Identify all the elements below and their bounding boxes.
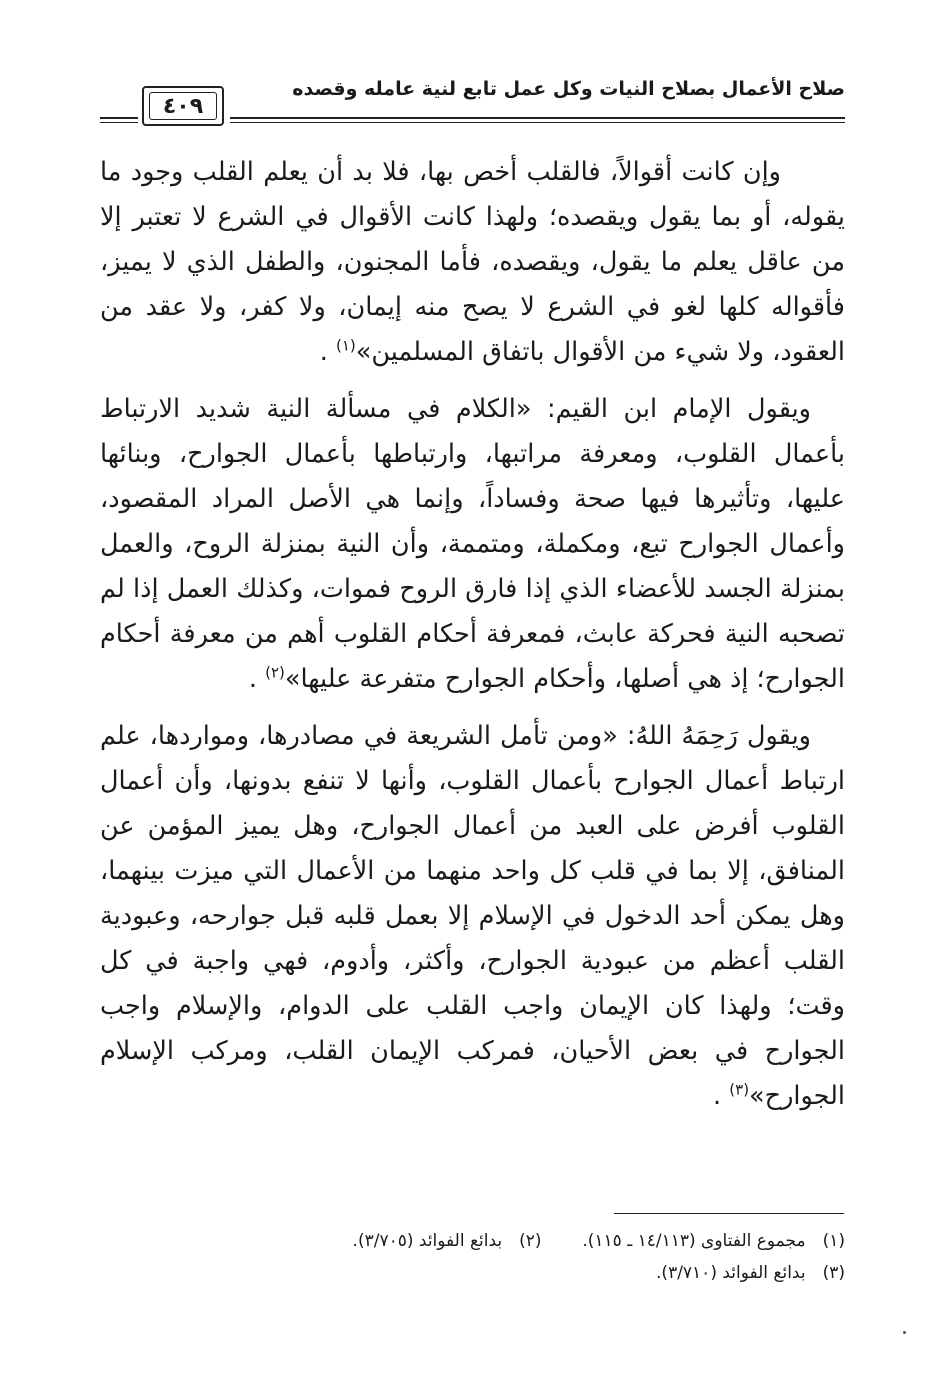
paragraph bbox=[100, 714, 845, 1119]
footnote-number: (٣) bbox=[822, 1263, 845, 1283]
page-number: ٤٠٩ bbox=[162, 93, 204, 119]
scan-speck bbox=[903, 1331, 906, 1334]
footnote-line bbox=[100, 1225, 845, 1257]
page-number-frame bbox=[142, 86, 224, 126]
footnote-separator bbox=[614, 1213, 844, 1214]
paragraph-text: ويقول رَحِمَهُ اللهُ: «ومن تأمل الشريعة في مصادرها، ومواردها، علم ارتباط أعمال الجوارح بأعمال القلوب، وأنها لا تنفع بدونها، وأن أعمال القلوب أفرض على العبد من أعمال الجوارح، وهل يميز المؤمن عن المنافق، إلا بما في قلب كل واحد منهما من الأعمال التي ميزت بينهما، وهل يمكن أحد الدخول في الإسلام إلا بعمل قلبه قبل جوارحه، وعبودية القلب أعظم من عبودية الجوارح، وأكثر، وأدوم، فهي واجبة في كل وقت؛ ولهذا كان الإيمان واجب القلب على الدوام، والإسلام واجب الجوارح في بعض الأحيان، فمركب الإيمان القلب، ومركب الإسلام الجوارح» bbox=[100, 721, 845, 1111]
footnotes bbox=[100, 1225, 845, 1289]
paragraph-text: ويقول الإمام ابن القيم: «الكلام في مسألة النية شديد الارتباط بأعمال القلوب، ومعرفة مراتبها، وارتباطها بأعمال الجوارح، وبنائها عليها، وتأثيرها فيها صحة وفساداً، وإنما هي الأصل المراد المقصود، وأعمال الجوارح تبع، ومكملة، ومتممة، وأن النية بمنزلة الروح، والعمل بمنزلة الجسد للأعضاء الذي إذا فارق الروح فموات، وكذلك العمل إذا لم تصحبه النية فحركة عابث، فمعرفة أحكام القلوب أهم من معرفة أحكام الجوارح؛ إذ هي أصلها، وأحكام الجوارح متفرعة عليها» bbox=[100, 394, 845, 694]
footnote-ref[interactable]: (٢) bbox=[265, 663, 285, 682]
main-text bbox=[100, 150, 845, 1119]
footnote-number: (٢) bbox=[519, 1231, 542, 1251]
footnote-number: (١) bbox=[822, 1231, 845, 1251]
paragraph bbox=[100, 387, 845, 702]
paragraph-end: . bbox=[319, 337, 336, 367]
footnote-text: مجموع الفتاوى (١٤/١١٣ ـ ١١٥). bbox=[582, 1231, 806, 1251]
paragraph bbox=[100, 150, 845, 375]
running-header bbox=[100, 78, 845, 130]
paragraph-end: . bbox=[248, 664, 266, 694]
header-rule-left bbox=[100, 117, 138, 119]
paragraph-text: وإن كانت أقوالاً، فالقلب أخص بها، فلا بد أن يعلم القلب وجود ما يقوله، أو بما يقول ويقصده؛ ولهذا كانت الأقوال في الشرع لا تعتبر إلا من عاقل يعلم ما يقول، ويقصده، فأما المجنون، والطفل الذي لا يميز، فأقواله كلها لغو في الشرع لا يصح منه إيمان، ولا كفر، ولا عقد من العقود، ولا شيء من الأقوال باتفاق المسلمين» bbox=[100, 157, 845, 367]
header-rule-thin bbox=[230, 122, 845, 123]
footnote-line bbox=[100, 1257, 845, 1289]
header-rule-left-thin bbox=[100, 122, 138, 123]
footnote-text: بدائع الفوائد (٣/٧١٠). bbox=[656, 1263, 806, 1283]
footnote-ref[interactable]: (٣) bbox=[729, 1080, 750, 1099]
header-title: صلاح الأعمال بصلاح النيات وكل عمل تابع لنية عامله وقصده bbox=[292, 78, 845, 100]
footnote-ref[interactable]: (١) bbox=[335, 336, 356, 355]
header-rule bbox=[230, 117, 845, 119]
paragraph-end: . bbox=[713, 1081, 730, 1111]
footnote-text: بدائع الفوائد (٣/٧٠٥). bbox=[352, 1231, 503, 1251]
